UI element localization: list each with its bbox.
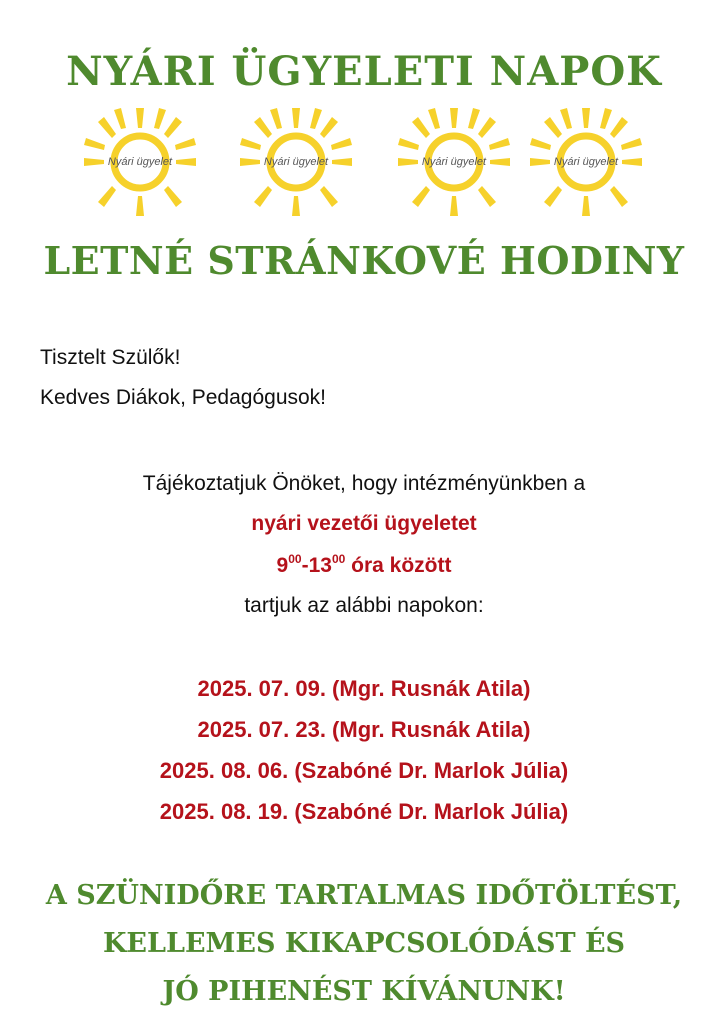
hours-start-minutes: 00: [288, 552, 302, 566]
duty-date: 2025. 08. 06. (Szabóné Dr. Marlok Júlia): [159, 758, 569, 783]
notice-intro: Tájékoztatjuk Önöket, hogy intézményünkben a: [142, 472, 586, 495]
sun-row: [0, 104, 728, 224]
duty-date: 2025. 08. 19. (Szabóné Dr. Marlok Júlia): [159, 799, 569, 824]
closing-line-2: KELLEMES KIKAPCSOLÓDÁST ÉS: [102, 928, 626, 959]
sun-label: Nyári ügyelet: [421, 156, 487, 168]
title-hungarian: NYÁRI ÜGYELETI NAPOK: [66, 48, 662, 95]
hours-end-minutes: 00: [331, 552, 346, 566]
title-slovak: LETNÉ STRÁNKOVÉ HODINY: [43, 238, 685, 283]
notice-days-intro: tartjuk az alábbi napokon:: [244, 594, 484, 617]
sun-icon: [394, 104, 514, 224]
closing-line-1: A SZÜNIDŐRE TARTALMAS IDŐTÖLTÉST,: [45, 880, 683, 911]
greeting-parents: Tisztelt Szülők!: [40, 346, 181, 369]
sun-icon: [80, 104, 200, 224]
hours-end: -13: [301, 554, 332, 577]
sun-label: Nyári ügyelet: [107, 156, 173, 168]
hours-suffix: óra között: [345, 554, 452, 577]
duty-date: 2025. 07. 23. (Mgr. Rusnák Atila): [197, 717, 531, 742]
hours-start: 9: [276, 554, 289, 577]
sun-label: Nyári ügyelet: [553, 156, 619, 168]
closing-line-3: JÓ PIHENÉST KÍVÁNUNK!: [162, 976, 566, 1007]
notice-duty: nyári vezetői ügyeletet: [251, 512, 477, 535]
greeting-students-teachers: Kedves Diákok, Pedagógusok!: [40, 386, 327, 409]
sun-label: Nyári ügyelet: [263, 156, 329, 168]
duty-date: 2025. 07. 09. (Mgr. Rusnák Atila): [197, 676, 531, 701]
sun-icon: [236, 104, 356, 224]
sun-icon: [526, 104, 646, 224]
notice-hours: [0, 552, 728, 578]
